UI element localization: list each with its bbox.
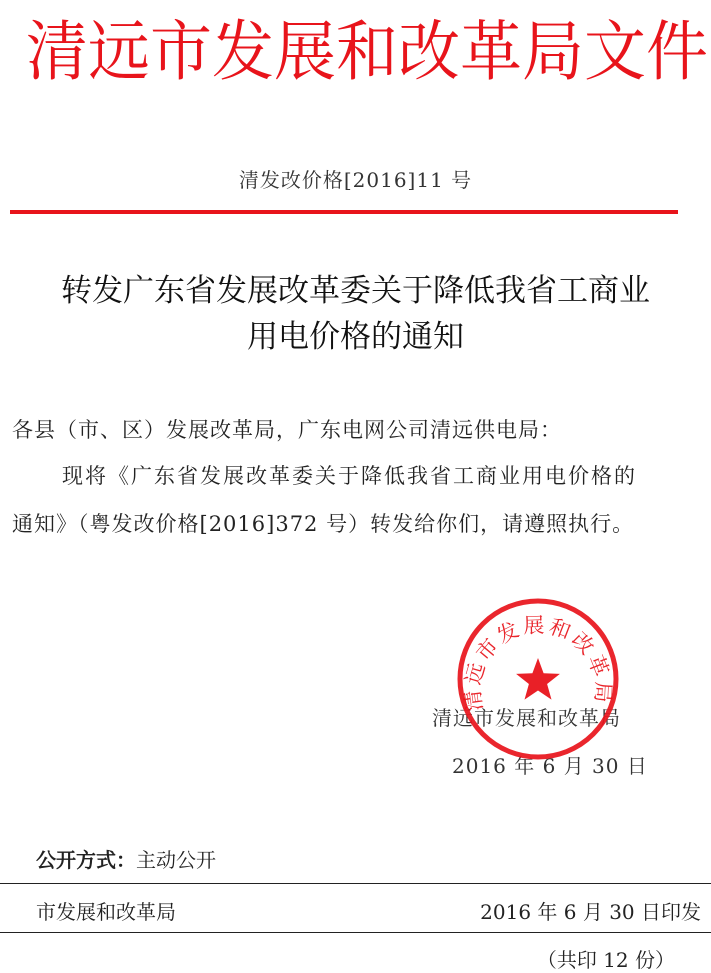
print-copies: （共印 12 份） xyxy=(536,948,675,972)
signature-date: 2016 年 6 月 30 日 xyxy=(452,754,648,778)
body-paragraph-line-2: 通知》（粤发改价格[2016]372 号）转发给你们，请遵照执行。 xyxy=(12,512,635,536)
disclosure-value: 主动公开 xyxy=(136,848,216,872)
document-masthead: 清远市发展和改革局文件 xyxy=(26,13,709,90)
body-paragraph-line-1: 现将《广东省发展改革委关于降低我省工商业用电价格的 xyxy=(62,464,637,488)
svg-text:清远市发展和改革局: 清远市发展和改革局 xyxy=(460,613,616,713)
footer-rule-top xyxy=(0,883,711,884)
disclosure-label: 公开方式： xyxy=(36,848,136,872)
signature-organization: 清远市发展和改革局 xyxy=(432,706,621,730)
disclosure-method xyxy=(36,844,216,873)
document-title-line-2: 用电价格的通知 xyxy=(247,319,464,355)
print-date: 2016 年 6 月 30 日印发 xyxy=(480,900,701,924)
footer-rule-bottom xyxy=(0,932,711,933)
document-number: 清发改价格[2016]11 号 xyxy=(238,168,473,192)
header-red-divider xyxy=(10,210,678,214)
addressee: 各县（市、区）发展改革局，广东电网公司清远供电局： xyxy=(12,418,562,442)
seal-star-icon xyxy=(516,658,560,700)
document-title-line-1: 转发广东省发展改革委关于降低我省工商业 xyxy=(61,273,650,309)
official-seal-stamp xyxy=(455,596,621,762)
issuing-office: 市发展和改革局 xyxy=(36,900,176,924)
